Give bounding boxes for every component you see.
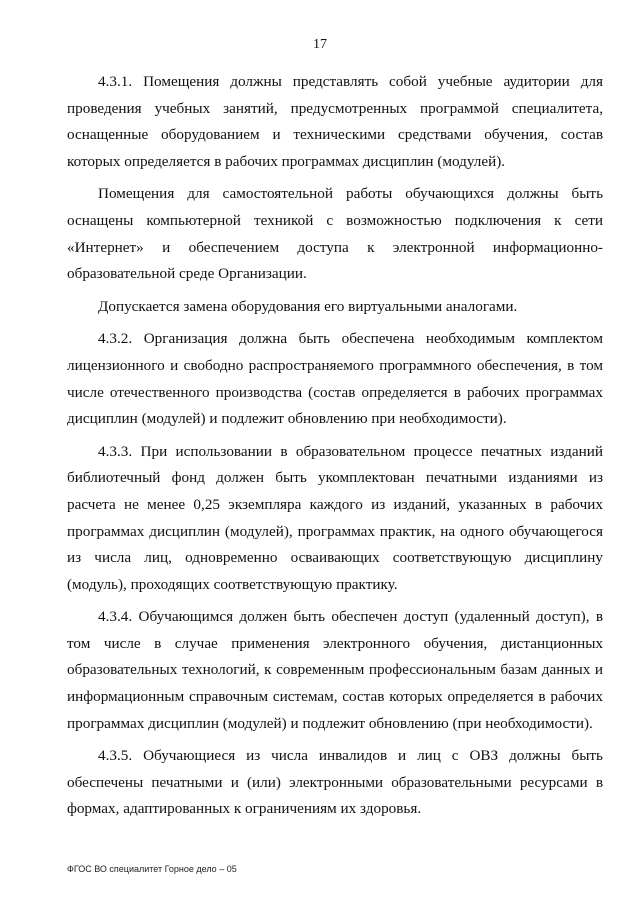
paragraph-4-3-2: 4.3.2. Организация должна быть обеспечена необходимым комплектом лицензионного и свободно распространяемого программного обеспечения, в том числе отечественного производства (состав определяется в рабочих программах дисциплин (модулей) и подлежит обновлению при необходимости). xyxy=(67,330,603,428)
document-body xyxy=(67,69,603,829)
paragraph-4-3-5: 4.3.5. Обучающиеся из числа инвалидов и лиц с ОВЗ должны быть обеспечены печатными и (или) электронными образовательными ресурсами в формах, адаптированных к ограничениям их здоровья. xyxy=(67,747,603,818)
paragraph-4-3-3: 4.3.3. При использовании в образовательном процессе печатных изданий библиотечный фонд должен быть укомплектован печатными изданиями из расчета не менее 0,25 экземпляра каждого из изданий, указанных в рабочих программах дисциплин (модулей), программах практик, на одного обучающегося из числа лиц, одновременно осваивающих соответствующую дисциплину (модуль), проходящих соответствующую практику. xyxy=(67,442,603,593)
paragraph-4-3-1: 4.3.1. Помещения должны представлять собой учебные аудитории для проведения учебных занятий, предусмотренных программой специалитета, оснащенные оборудованием и техническими средствами обучения, состав которых определяется в рабочих программах дисциплин (модулей). xyxy=(67,73,603,170)
paragraph-4-3-4: 4.3.4. Обучающимся должен быть обеспечен доступ (удаленный доступ), в том числе в случае применения электронного обучения, дистанционных образовательных технологий, к современным профессиональным базам данных и информационным справочным системам, состав которых определяется в рабочих программах дисциплин (модулей) и подлежит обновлению (при необходимости). xyxy=(67,608,603,732)
page-footer: ФГОС ВО специалитет Горное дело – 05 xyxy=(67,864,237,874)
paragraph-self-study-rooms: Помещения для самостоятельной работы обучающихся должны быть оснащены компьютерной техникой с возможностью подключения к сети «Интернет» и обеспечением доступа к электронной информационно-образовательной среде Организации. xyxy=(67,185,603,283)
paragraph-virtual-analogs: Допускается замена оборудования его виртуальными аналогами. xyxy=(98,297,518,315)
page-number: 17 xyxy=(313,37,327,52)
